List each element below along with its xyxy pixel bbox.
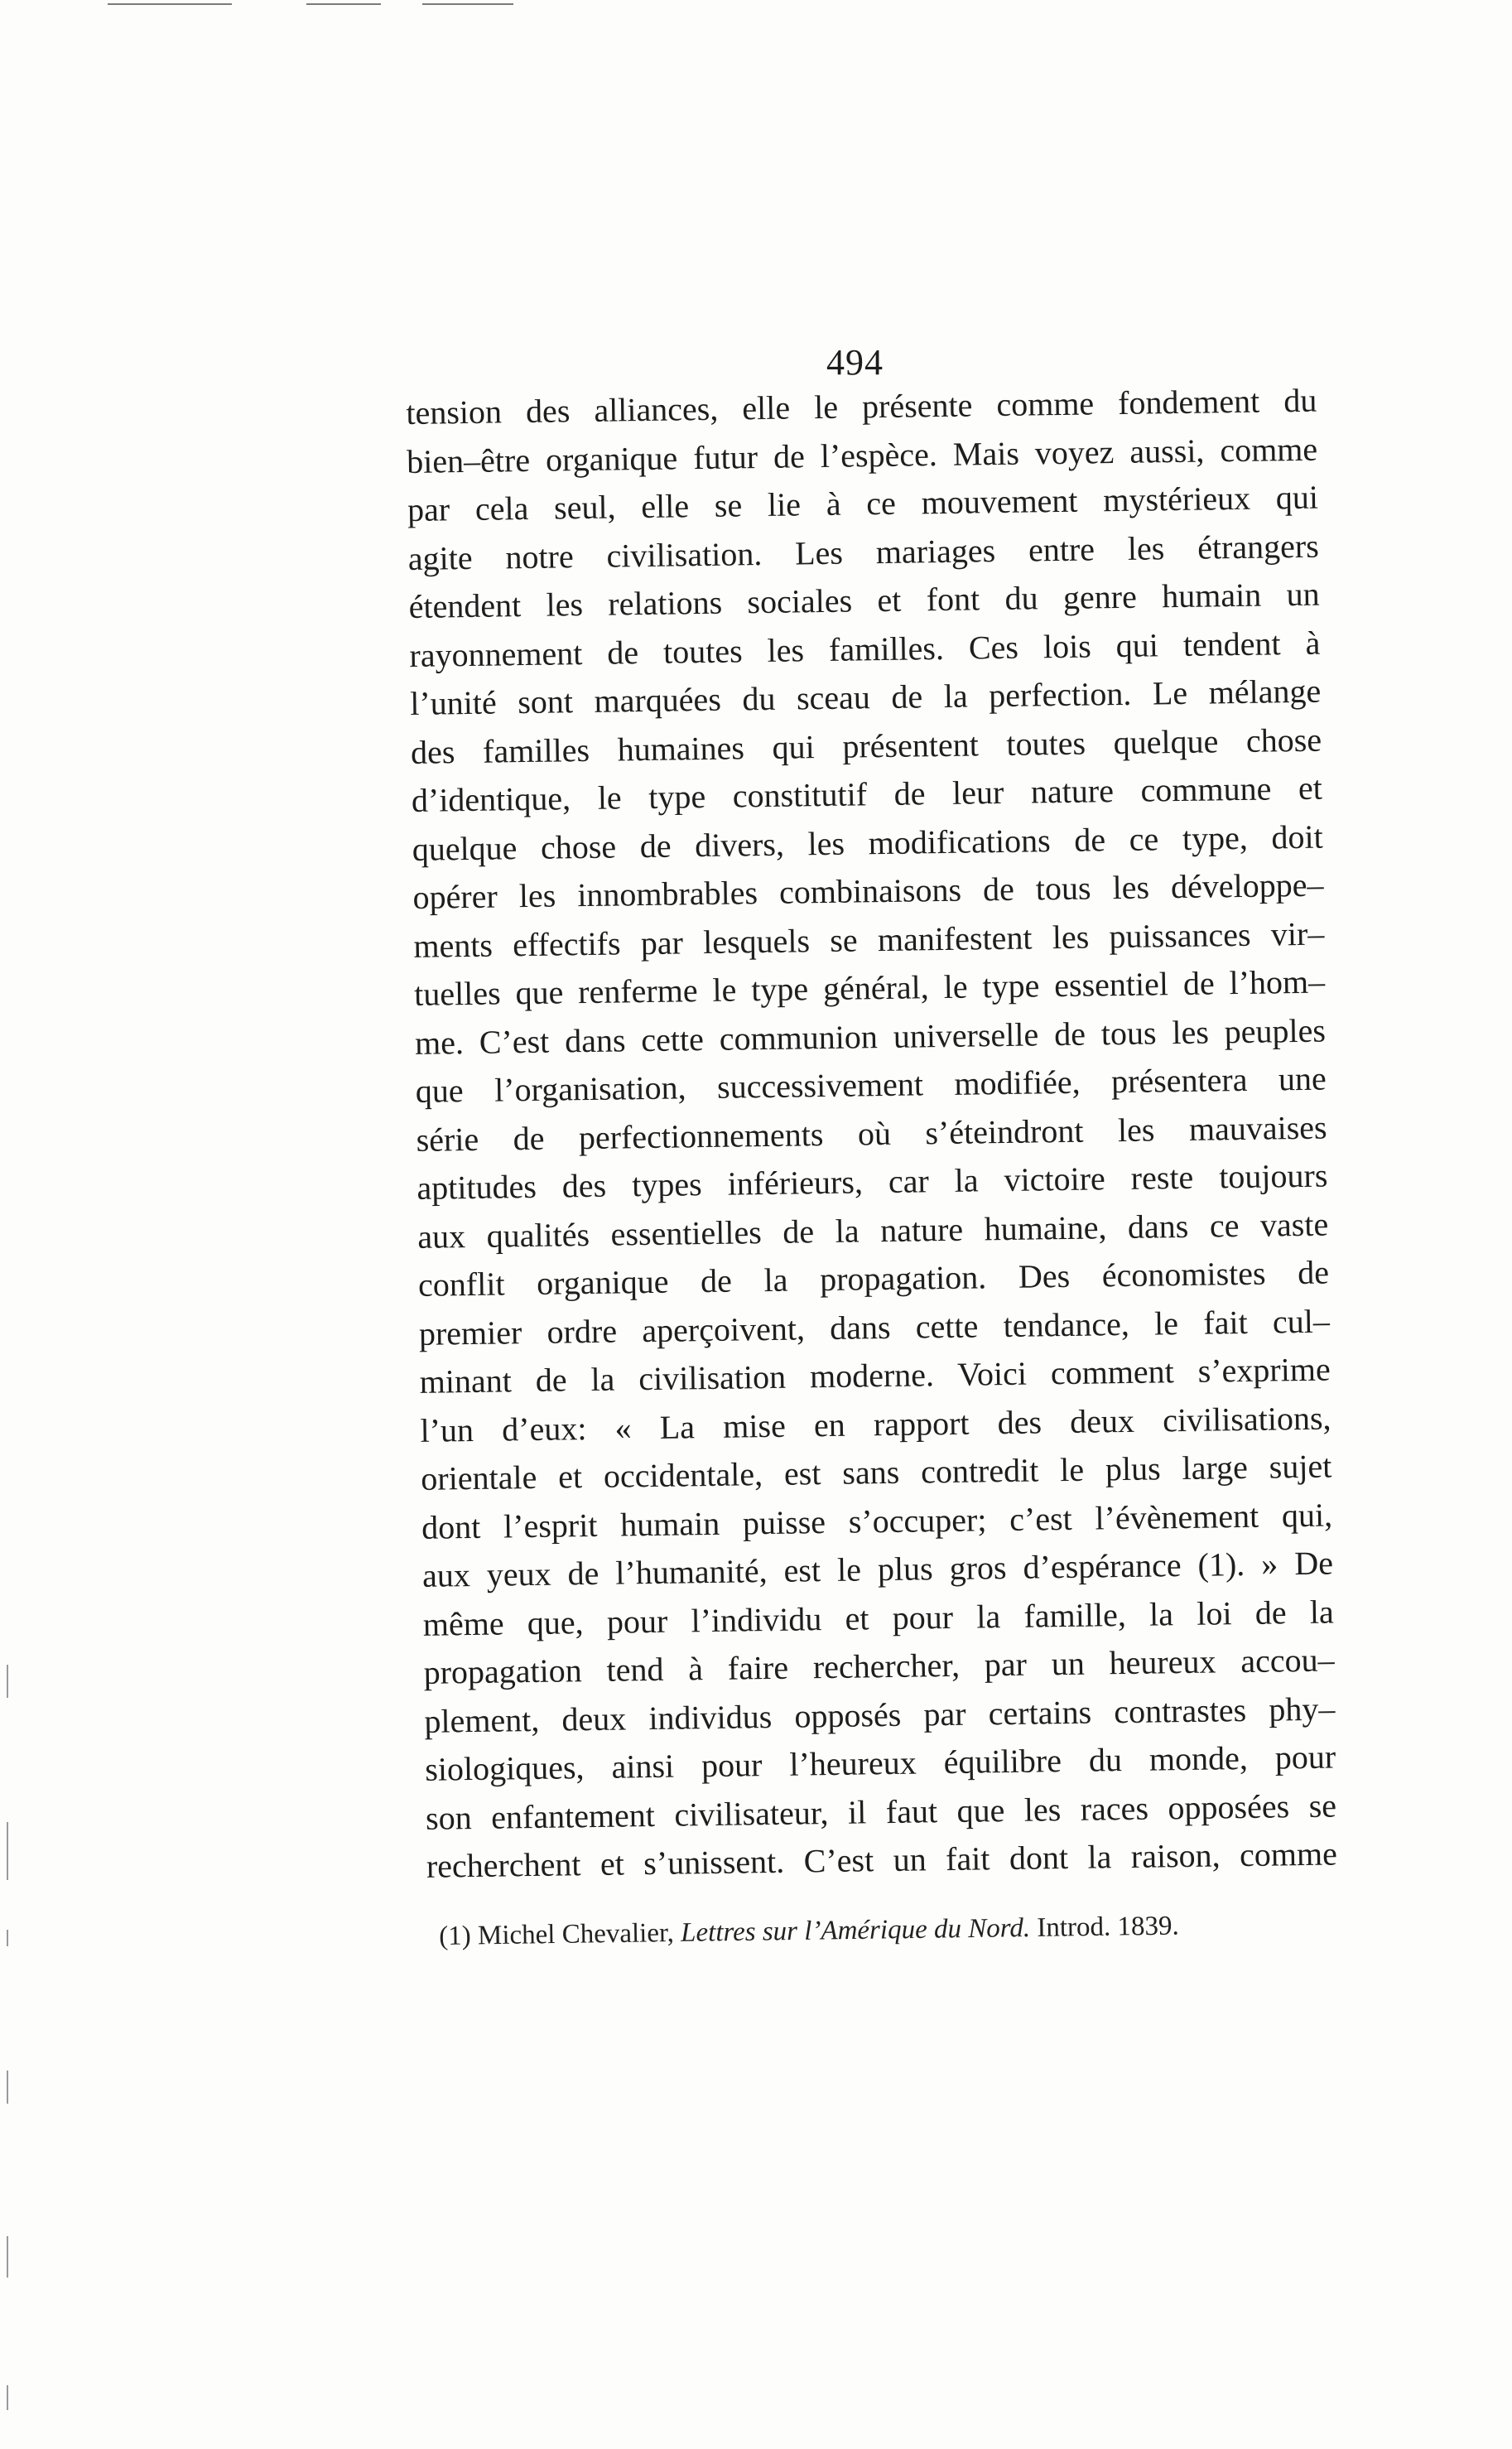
text-line: premier ordre aperçoivent, dans cette tendance, le fait cul– (418, 1302, 1331, 1352)
text-line: bien–être organique futur de l’espèce. Mais voyez aussi, comme (406, 430, 1318, 480)
text-line: tuelles que renferme le type général, le type essentiel de l’hom– (413, 962, 1326, 1013)
text-line: propagation tend à faire rechercher, par un heureux accou– (423, 1641, 1335, 1691)
scan-edge-mark (7, 1822, 8, 1880)
scan-edge-mark (306, 3, 381, 5)
text-line: minant de la civilisation moderne. Voici comment s’exprime (419, 1350, 1331, 1400)
scan-edge-mark (7, 1930, 8, 1946)
footnote-author: Michel Chevalier, (477, 1918, 675, 1951)
text-line: tension des alliances, elle le présente comme fondement du (406, 381, 1317, 431)
text-line: me. C’est dans cette communion universelle de tous les peuples (414, 1011, 1327, 1062)
body-text (406, 377, 1337, 1892)
text-line: série de perfectionnements où s’éteindront les mauvaises (416, 1108, 1327, 1159)
footnote-reference: Introd. 1839. (1037, 1911, 1179, 1943)
scan-edge-mark (7, 2071, 8, 2104)
text-line: recherchent et s’unissent. C’est un fait dont la raison, comme (426, 1834, 1338, 1885)
text-line: des familles humaines qui présentent toutes quelque chose (410, 721, 1322, 771)
text-line: aux yeux de l’humanité, est le plus gros d’espérance (1). » De (421, 1544, 1334, 1594)
text-line: conflit organique de la propagation. Des économistes de (417, 1253, 1330, 1304)
text-line: étendent les relations sociales et font du genre humain un (408, 575, 1320, 625)
footnote-title: Lettres sur l’Amérique du Nord. (680, 1913, 1031, 1948)
scan-edge-mark (108, 3, 232, 5)
page-number: 494 (826, 342, 884, 383)
scan-edge-mark (7, 2236, 8, 2278)
text-line: opérer les innombrables combinaisons de tous les développe– (412, 865, 1324, 916)
text-line: que l’organisation, successivement modifiée, présentera une (415, 1059, 1327, 1110)
text-line: aptitudes des types inférieurs, car la victoire reste toujours (417, 1156, 1328, 1207)
text-line: son enfantement civilisateur, il faut que les races opposées se (425, 1786, 1337, 1837)
text-line: siologiques, ainsi pour l’heureux équilibre du monde, pour (424, 1738, 1336, 1788)
footnote (439, 1911, 1179, 1952)
text-line: d’identique, le type constitutif de leur nature commune et (411, 769, 1323, 819)
text-line: même que, pour l’individu et pour la famille, la loi de la (422, 1592, 1335, 1643)
text-line: l’unité sont marquées du sceau de la perfection. Le mélange (409, 672, 1322, 722)
scan-edge-mark (422, 3, 513, 5)
text-line: aux qualités essentielles de la nature humaine, dans ce vaste (417, 1205, 1329, 1256)
footnote-marker: (1) (439, 1921, 471, 1951)
scan-edge-mark (7, 1665, 8, 1698)
text-line: orientale et occidentale, est sans contredit le plus large sujet (421, 1447, 1332, 1497)
text-line: plement, deux individus opposés par certains contrastes phy– (424, 1689, 1336, 1740)
text-line: agite notre civilisation. Les mariages entre les étrangers (407, 527, 1320, 577)
text-line: quelque chose de divers, les modifications de ce type, doit (412, 817, 1323, 868)
text-line: ments effectifs par lesquels se manifestent les puissances vir– (413, 914, 1325, 965)
text-line: rayonnement de toutes les familles. Ces lois qui tendent à (409, 624, 1321, 674)
text-line: par cela seul, elle se lie à ce mouvement mystérieux qui (407, 478, 1319, 528)
text-line: dont l’esprit humain puisse s’occuper; c’est l’évènement qui, (421, 1496, 1333, 1546)
scan-edge-mark (7, 2385, 8, 2410)
text-line: l’un d’eux: « La mise en rapport des deux civilisations, (420, 1399, 1331, 1449)
